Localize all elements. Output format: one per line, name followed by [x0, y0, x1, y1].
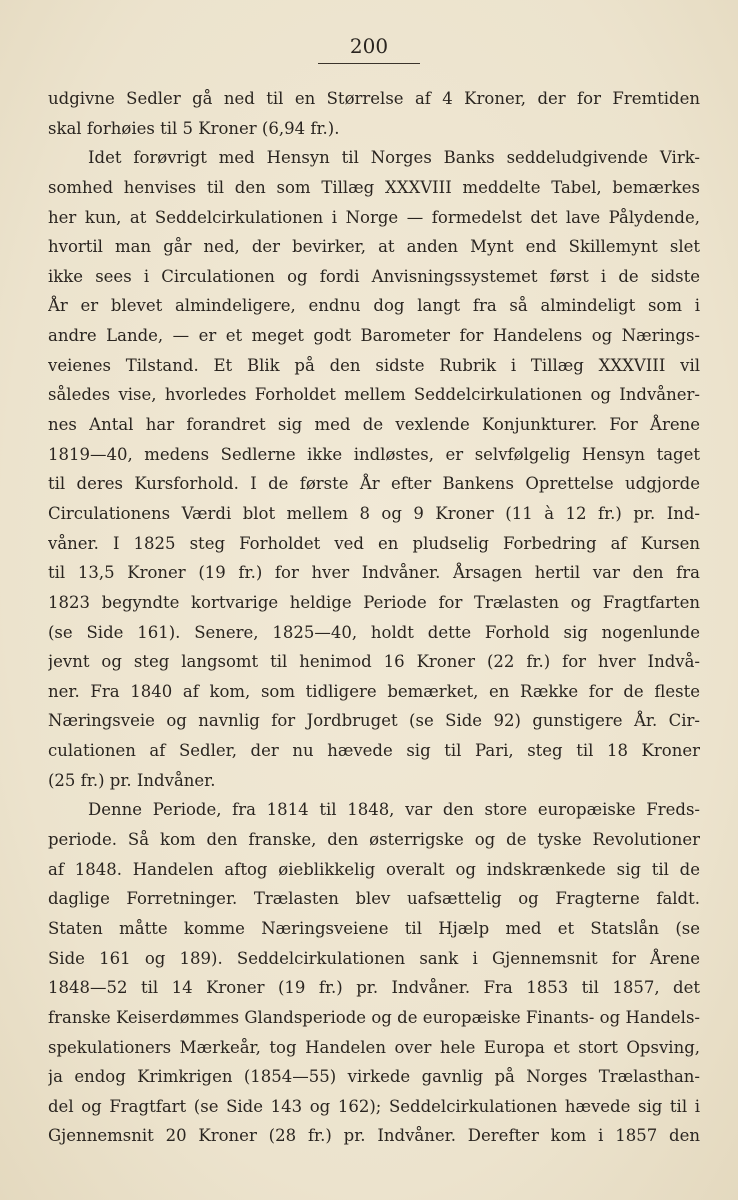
text-line: franske Keiserdømmes Glandsperiode og de europæiske Finants- og Handels- — [48, 1007, 700, 1027]
body-text — [48, 84, 700, 1151]
text-line: veienes Tilstand. Et Blik på den sidste Rubrik i Tillæg XXXVIII vil — [48, 355, 700, 375]
text-line: til 13,5 Kroner (19 fr.) for hver Indvåner. Årsagen hertil var den fra — [48, 563, 700, 583]
text-line: skal forhøies til 5 Kroner (6,94 fr.). — [48, 118, 340, 138]
text-line: daglige Forretninger. Trælasten blev uafsættelig og Fragterne faldt. — [48, 889, 700, 909]
text-line: spekulationers Mærkeår, tog Handelen over hele Europa et stort Opsving, — [48, 1037, 700, 1057]
page-number: 200 — [349, 34, 389, 58]
text-line: hvortil man går ned, der bevirker, at anden Mynt end Skillemynt slet — [48, 237, 700, 257]
text-line: jevnt og steg langsomt til henimod 16 Kroner (22 fr.) for hver Indvå- — [48, 652, 700, 672]
text-line: andre Lande, — er et meget godt Barometer for Handelens og Nærings- — [48, 326, 700, 346]
text-line: Næringsveie og navnlig for Jordbruget (se Side 92) gunstigere År. Cir- — [48, 711, 700, 731]
text-line: (se Side 161). Senere, 1825—40, holdt dette Forhold sig nogenlunde — [48, 622, 700, 642]
text-line: ja endog Krimkrigen (1854—55) virkede gavnlig på Norges Trælasthan- — [48, 1067, 700, 1087]
text-line: Staten måtte komme Næringsveiene til Hjælp med et Statslån (se — [48, 918, 700, 938]
text-line: Denne Periode, fra 1814 til 1848, var den store europæiske Freds- — [88, 800, 700, 820]
text-line: til deres Kursforhold. I de første År efter Bankens Oprettelse udgjorde — [48, 474, 700, 494]
text-line: culationen af Sedler, der nu hævede sig til Pari, steg til 18 Kroner — [48, 741, 700, 761]
text-line: Idet forøvrigt med Hensyn til Norges Banks seddeludgivende Virk- — [88, 148, 700, 168]
text-line: somhed henvises til den som Tillæg XXXVIII meddelte Tabel, bemærkes — [48, 177, 700, 197]
text-line: periode. Så kom den franske, den østerrigske og de tyske Revolutioner — [48, 830, 700, 850]
text-line: ner. Fra 1840 af kom, som tidligere bemærket, en Række for de fleste — [48, 681, 700, 701]
text-line: År er blevet almindeligere, endnu dog langt fra så almindeligt som i — [48, 296, 700, 316]
text-line: (25 fr.) pr. Indvåner. — [48, 770, 216, 790]
text-line: her kun, at Seddelcirkulationen i Norge — formedelst det lave Pålydende, — [48, 207, 700, 227]
text-line: 1848—52 til 14 Kroner (19 fr.) pr. Indvåner. Fra 1853 til 1857, det — [48, 978, 700, 998]
text-line: del og Fragtfart (se Side 143 og 162); Seddelcirkulationen hævede sig til i — [48, 1096, 700, 1116]
text-line: nes Antal har forandret sig med de vexlende Konjunkturer. For Årene — [48, 415, 700, 435]
text-line: ikke sees i Circulationen og fordi Anvisningssystemet først i de sidste — [48, 266, 700, 286]
text-line: Circulationens Værdi blot mellem 8 og 9 Kroner (11 à 12 fr.) pr. Ind- — [48, 503, 700, 523]
text-line: udgivne Sedler gå ned til en Størrelse af 4 Kroner, der for Fremtiden — [48, 89, 700, 108]
page-number-rule — [318, 63, 420, 64]
text-line: Side 161 og 189). Seddelcirkulationen sank i Gjennemsnit for Årene — [48, 948, 700, 968]
text-line: 1819—40, medens Sedlerne ikke indløstes, er selvfølgelig Hensyn taget — [48, 444, 700, 464]
text-line: således vise, hvorledes Forholdet mellem Seddelcirkulationen og Indvåner- — [48, 385, 700, 405]
text-line: Gjennemsnit 20 Kroner (28 fr.) pr. Indvåner. Derefter kom i 1857 den — [48, 1126, 700, 1146]
text-line: 1823 begyndte kortvarige heldige Periode for Trælasten og Fragtfarten — [48, 592, 700, 612]
text-line: våner. I 1825 steg Forholdet ved en pludselig Forbedring af Kursen — [48, 533, 700, 553]
text-line: af 1848. Handelen aftog øieblikkelig overalt og indskrænkede sig til de — [48, 859, 700, 879]
